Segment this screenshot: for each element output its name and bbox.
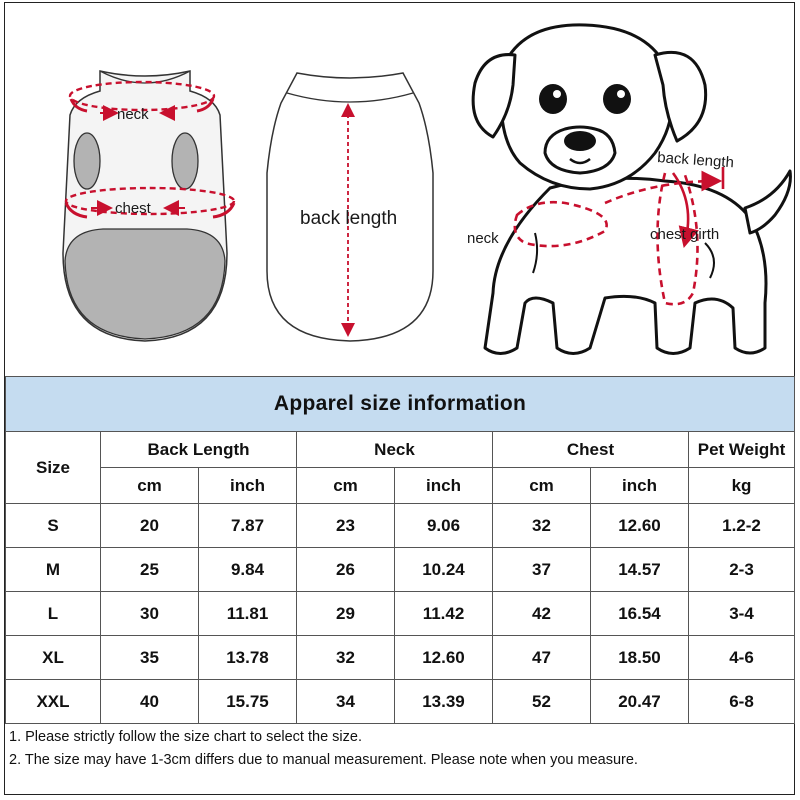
cell-chest-inch: 14.57: [591, 548, 689, 592]
cell-chest-inch: 18.50: [591, 636, 689, 680]
back-length-label: back length: [300, 208, 398, 229]
cell-weight: 1.2-2: [689, 504, 795, 548]
cell-back-cm: 40: [101, 680, 199, 724]
unit-inch: inch: [199, 468, 297, 504]
cell-chest-cm: 47: [493, 636, 591, 680]
cell-neck-cm: 23: [297, 504, 395, 548]
cell-back-inch: 13.78: [199, 636, 297, 680]
cell-size: S: [6, 504, 101, 548]
unit-cm: cm: [297, 468, 395, 504]
cell-back-cm: 35: [101, 636, 199, 680]
cell-chest-cm: 52: [493, 680, 591, 724]
cell-chest-cm: 37: [493, 548, 591, 592]
cell-size: XL: [6, 636, 101, 680]
vest-back-icon: [267, 73, 433, 341]
cell-chest-inch: 20.47: [591, 680, 689, 724]
unit-cm: cm: [493, 468, 591, 504]
cell-neck-cm: 29: [297, 592, 395, 636]
table-row: [6, 548, 795, 592]
header-chest: Chest: [493, 432, 689, 468]
cell-neck-cm: 32: [297, 636, 395, 680]
dog-chest-girth-label: chest girth: [650, 226, 720, 243]
header-pet-weight: Pet Weight: [689, 432, 795, 468]
cell-weight: 3-4: [689, 592, 795, 636]
cell-chest-inch: 16.54: [591, 592, 689, 636]
cell-neck-inch: 13.39: [395, 680, 493, 724]
cell-back-inch: 7.87: [199, 504, 297, 548]
table-row: [6, 592, 795, 636]
cell-size: M: [6, 548, 101, 592]
cell-neck-inch: 12.60: [395, 636, 493, 680]
cell-size: L: [6, 592, 101, 636]
size-notes: [9, 726, 789, 772]
dog-neck-label: neck: [467, 230, 499, 247]
cell-chest-inch: 12.60: [591, 504, 689, 548]
header-neck: Neck: [297, 432, 493, 468]
cell-chest-cm: 32: [493, 504, 591, 548]
cell-weight: 6-8: [689, 680, 795, 724]
cell-back-cm: 20: [101, 504, 199, 548]
dog-icon: [473, 25, 790, 354]
table-row: [6, 636, 795, 680]
table-title: Apparel size information: [6, 377, 795, 432]
measurement-illustration: [5, 3, 794, 371]
unit-inch: inch: [591, 468, 689, 504]
unit-cm: cm: [101, 468, 199, 504]
cell-chest-cm: 42: [493, 592, 591, 636]
cell-weight: 4-6: [689, 636, 795, 680]
cell-neck-inch: 9.06: [395, 504, 493, 548]
dog-back-length-label: back length: [656, 149, 735, 172]
header-size: Size: [6, 432, 101, 504]
chest-label: chest: [115, 200, 151, 217]
header-back-length: Back Length: [101, 432, 297, 468]
cell-weight: 2-3: [689, 548, 795, 592]
table-row: [6, 680, 795, 724]
cell-neck-cm: 34: [297, 680, 395, 724]
neck-label: neck: [117, 106, 149, 123]
cell-back-inch: 9.84: [199, 548, 297, 592]
table-row: [6, 504, 795, 548]
unit-kg: kg: [689, 468, 795, 504]
cell-neck-inch: 10.24: [395, 548, 493, 592]
note-1: 1. Please strictly follow the size chart to select the size.: [9, 729, 362, 745]
cell-neck-inch: 11.42: [395, 592, 493, 636]
cell-back-cm: 30: [101, 592, 199, 636]
cell-size: XXL: [6, 680, 101, 724]
cell-back-cm: 25: [101, 548, 199, 592]
cell-neck-cm: 26: [297, 548, 395, 592]
unit-inch: inch: [395, 468, 493, 504]
note-2: 2. The size may have 1-3cm differs due to manual measurement. Please note when you measure.: [9, 752, 638, 768]
size-table: [5, 376, 795, 724]
cell-back-inch: 15.75: [199, 680, 297, 724]
cell-back-inch: 11.81: [199, 592, 297, 636]
